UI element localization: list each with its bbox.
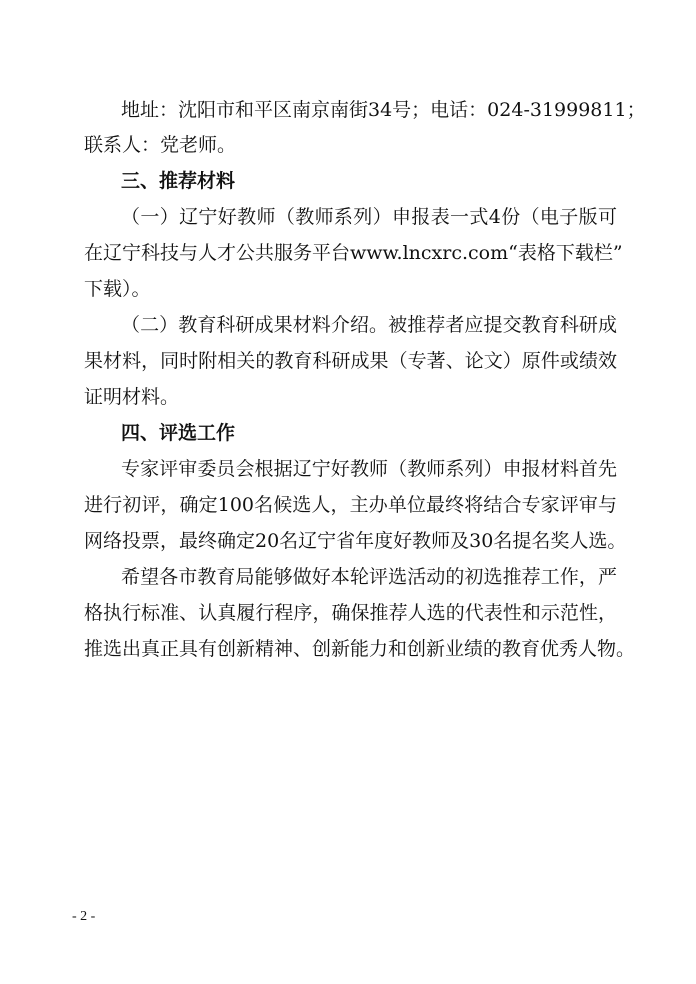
contact-line: 联系人：党老师。: [84, 134, 237, 156]
materials-item-2-line-3: 证明材料。: [84, 386, 180, 408]
address-line: 地址：沈阳市和平区南京南街34号；电话：024-31999811；: [121, 99, 646, 121]
evaluation-paragraph-line-3: 网络投票，最终确定20名辽宁省年度好教师及30名提名奖人选。: [84, 530, 627, 552]
section-heading-evaluation: 四、评选工作: [121, 422, 236, 444]
materials-item-2-line-2: 果材料，同时附相关的教育科研成果（专著、论文）原件或绩效: [84, 350, 617, 372]
materials-item-1-line-2: 在辽宁科技与人才公共服务平台www.lncxrc.com“表格下载栏”: [84, 242, 623, 264]
closing-paragraph-line-1: 希望各市教育局能够做好本轮评选活动的初选推荐工作，严: [121, 566, 617, 588]
closing-paragraph-line-2: 格执行标准、认真履行程序，确保推荐人选的代表性和示范性，: [84, 602, 617, 624]
evaluation-paragraph-line-2: 进行初评，确定100名候选人，主办单位最终将结合专家评审与: [84, 494, 617, 516]
materials-item-2-line-1: （二）教育科研成果材料介绍。被推荐者应提交教育科研成: [121, 314, 617, 336]
materials-item-1-line-1: （一）辽宁好教师（教师系列）申报表一式4份（电子版可: [121, 206, 617, 228]
page-number: - 2 -: [72, 909, 96, 924]
section-heading-materials: 三、推荐材料: [121, 170, 236, 192]
closing-paragraph-line-3: 推选出真正具有创新精神、创新能力和创新业绩的教育优秀人物。: [84, 638, 636, 660]
evaluation-paragraph-line-1: 专家评审委员会根据辽宁好教师（教师系列）申报材料首先: [121, 458, 617, 480]
materials-item-1-line-3: 下载）。: [84, 278, 151, 300]
